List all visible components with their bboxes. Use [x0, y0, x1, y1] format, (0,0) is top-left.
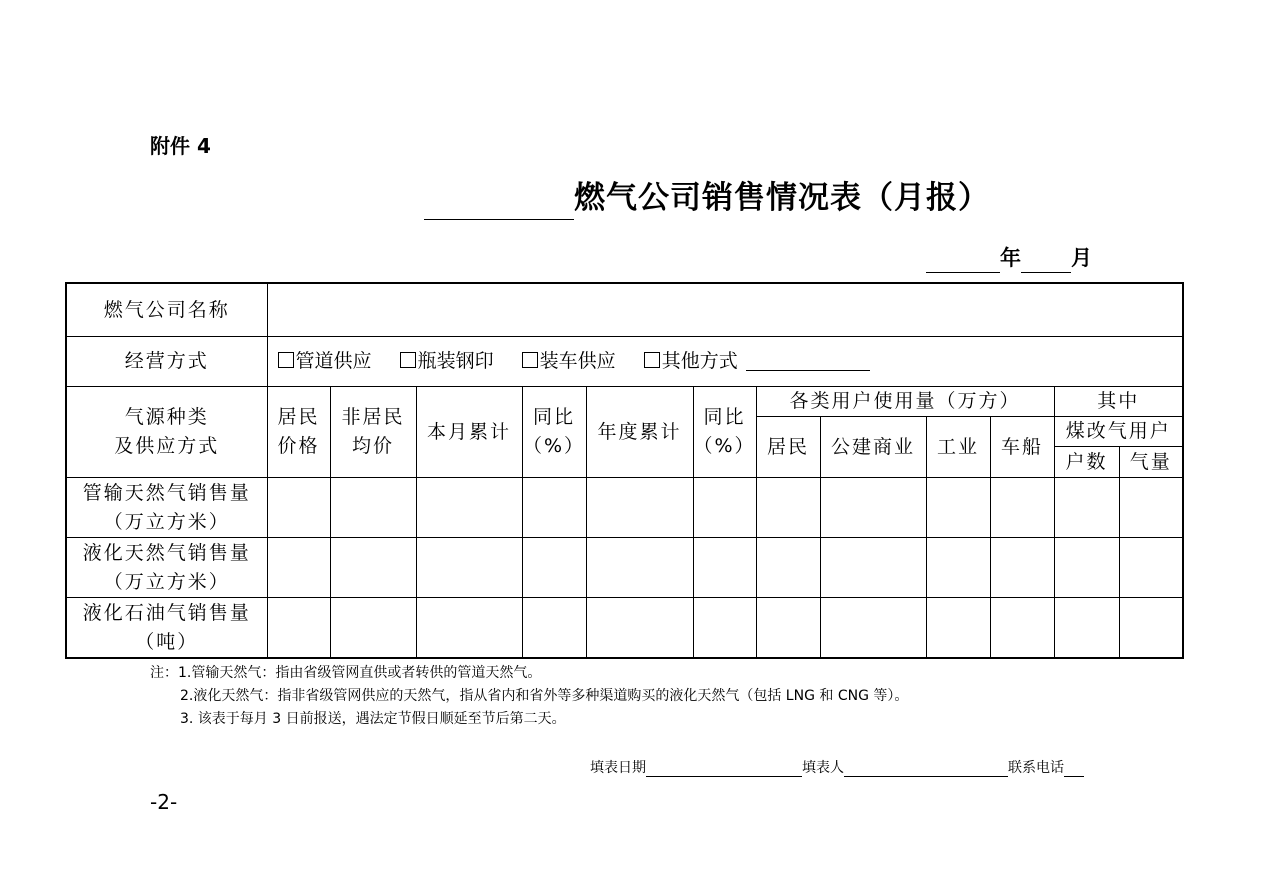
- page-title: 燃气公司销售情况表（月报）: [574, 180, 990, 216]
- table-cell[interactable]: [330, 598, 416, 659]
- header-yoy-year: 同比 （%）: [693, 387, 756, 478]
- sales-table: [65, 282, 1184, 659]
- header-gas-volume: 气量: [1119, 447, 1183, 478]
- checkbox-icon[interactable]: [400, 352, 416, 368]
- table-cell[interactable]: [990, 478, 1054, 538]
- table-cell[interactable]: [990, 538, 1054, 598]
- table-cell[interactable]: [820, 478, 926, 538]
- signature-row: [590, 757, 1084, 777]
- month-label: 月: [1071, 246, 1092, 270]
- table-cell[interactable]: [522, 478, 586, 538]
- table-cell[interactable]: [1119, 598, 1183, 659]
- company-name-label: 燃气公司名称: [66, 283, 267, 337]
- table-cell[interactable]: [267, 538, 330, 598]
- header-month-total: 本月累计: [416, 387, 522, 478]
- table-cell[interactable]: [330, 478, 416, 538]
- fill-date-label: 填表日期: [590, 760, 646, 776]
- table-cell[interactable]: [926, 538, 990, 598]
- table-row: [66, 538, 1183, 598]
- year-label: 年: [1000, 246, 1021, 270]
- header-source: 气源种类 及供应方式: [66, 387, 267, 478]
- filler-blank[interactable]: [844, 758, 1008, 777]
- header-usage-vehicle: 车船: [990, 417, 1054, 478]
- table-cell[interactable]: [416, 598, 522, 659]
- table-row: [66, 598, 1183, 659]
- header-yoy-month: 同比 （%）: [522, 387, 586, 478]
- table-cell[interactable]: [267, 598, 330, 659]
- header-usage-res: 居民: [756, 417, 820, 478]
- month-blank[interactable]: [1021, 244, 1071, 273]
- mode-label: 经营方式: [66, 337, 267, 387]
- header-coal-to-gas: 煤改气用户: [1054, 417, 1183, 447]
- company-name-input[interactable]: [267, 283, 1183, 337]
- filler-label: 填表人: [802, 760, 844, 776]
- table-cell[interactable]: [522, 598, 586, 659]
- table-cell[interactable]: [1054, 538, 1119, 598]
- header-usage-commercial: 公建商业: [820, 417, 926, 478]
- table-cell[interactable]: [926, 598, 990, 659]
- table-cell[interactable]: [820, 598, 926, 659]
- note-1: 注：1.管输天然气：指由省级管网直供或者转供的管道天然气。: [150, 665, 542, 681]
- table-cell[interactable]: [1054, 478, 1119, 538]
- header-row-1: [66, 387, 1183, 417]
- table-cell[interactable]: [756, 598, 820, 659]
- table-cell[interactable]: [522, 538, 586, 598]
- mode-option-other[interactable]: 其他方式: [644, 347, 738, 376]
- mode-option-truck[interactable]: 装车供应: [522, 347, 616, 376]
- note-2: 2.液化天然气：指非省级管网供应的天然气，指从省内和省外等多种渠道购买的液化天然气（包括 LNG 和 CNG 等）。: [180, 688, 909, 704]
- mode-option-bottled[interactable]: 瓶装钢印: [400, 347, 494, 376]
- table-cell[interactable]: [693, 478, 756, 538]
- table-cell[interactable]: [1054, 598, 1119, 659]
- title-company-blank[interactable]: [424, 179, 574, 220]
- fill-date-blank[interactable]: [646, 758, 802, 777]
- phone-label: 联系电话: [1008, 760, 1064, 776]
- row-label-lpg: 液化石油气销售量 （吨）: [66, 598, 267, 659]
- title-row: [424, 176, 990, 220]
- report-date: [926, 243, 1092, 273]
- table-cell[interactable]: [267, 478, 330, 538]
- header-res-price: 居民 价格: [267, 387, 330, 478]
- note-3: 3. 该表于每月 3 日前报送，遇法定节假日顺延至节后第二天。: [180, 711, 566, 727]
- table-cell[interactable]: [926, 478, 990, 538]
- header-households: 户数: [1054, 447, 1119, 478]
- notes: [150, 662, 908, 731]
- attachment-label: 附件 4: [150, 134, 211, 158]
- row-label-lng: 液化天然气销售量 （万立方米）: [66, 538, 267, 598]
- table-cell[interactable]: [756, 538, 820, 598]
- table-cell[interactable]: [416, 478, 522, 538]
- page-number: -2-: [150, 790, 178, 814]
- table-cell[interactable]: [586, 478, 693, 538]
- table-cell[interactable]: [586, 538, 693, 598]
- header-among: 其中: [1054, 387, 1183, 417]
- mode-option-pipeline[interactable]: 管道供应: [278, 347, 372, 376]
- table-cell[interactable]: [990, 598, 1054, 659]
- header-usage-group: 各类用户使用量（万方）: [756, 387, 1054, 417]
- table-cell[interactable]: [756, 478, 820, 538]
- header-nonres-price: 非居民 均价: [330, 387, 416, 478]
- checkbox-icon[interactable]: [278, 352, 294, 368]
- header-usage-industry: 工业: [926, 417, 990, 478]
- checkbox-icon[interactable]: [644, 352, 660, 368]
- table-cell[interactable]: [416, 538, 522, 598]
- table-cell[interactable]: [586, 598, 693, 659]
- table-cell[interactable]: [330, 538, 416, 598]
- header-year-total: 年度累计: [586, 387, 693, 478]
- company-name-row: [66, 283, 1183, 337]
- mode-options: [267, 337, 1183, 387]
- checkbox-icon[interactable]: [522, 352, 538, 368]
- table-cell[interactable]: [1119, 478, 1183, 538]
- phone-blank[interactable]: [1064, 758, 1084, 777]
- table-cell[interactable]: [820, 538, 926, 598]
- table-row: [66, 478, 1183, 538]
- row-label-pipeline-gas: 管输天然气销售量 （万立方米）: [66, 478, 267, 538]
- mode-row: [66, 337, 1183, 387]
- table-cell[interactable]: [693, 538, 756, 598]
- other-mode-blank[interactable]: [746, 350, 870, 371]
- table-cell[interactable]: [1119, 538, 1183, 598]
- table-cell[interactable]: [693, 598, 756, 659]
- year-blank[interactable]: [926, 244, 1000, 273]
